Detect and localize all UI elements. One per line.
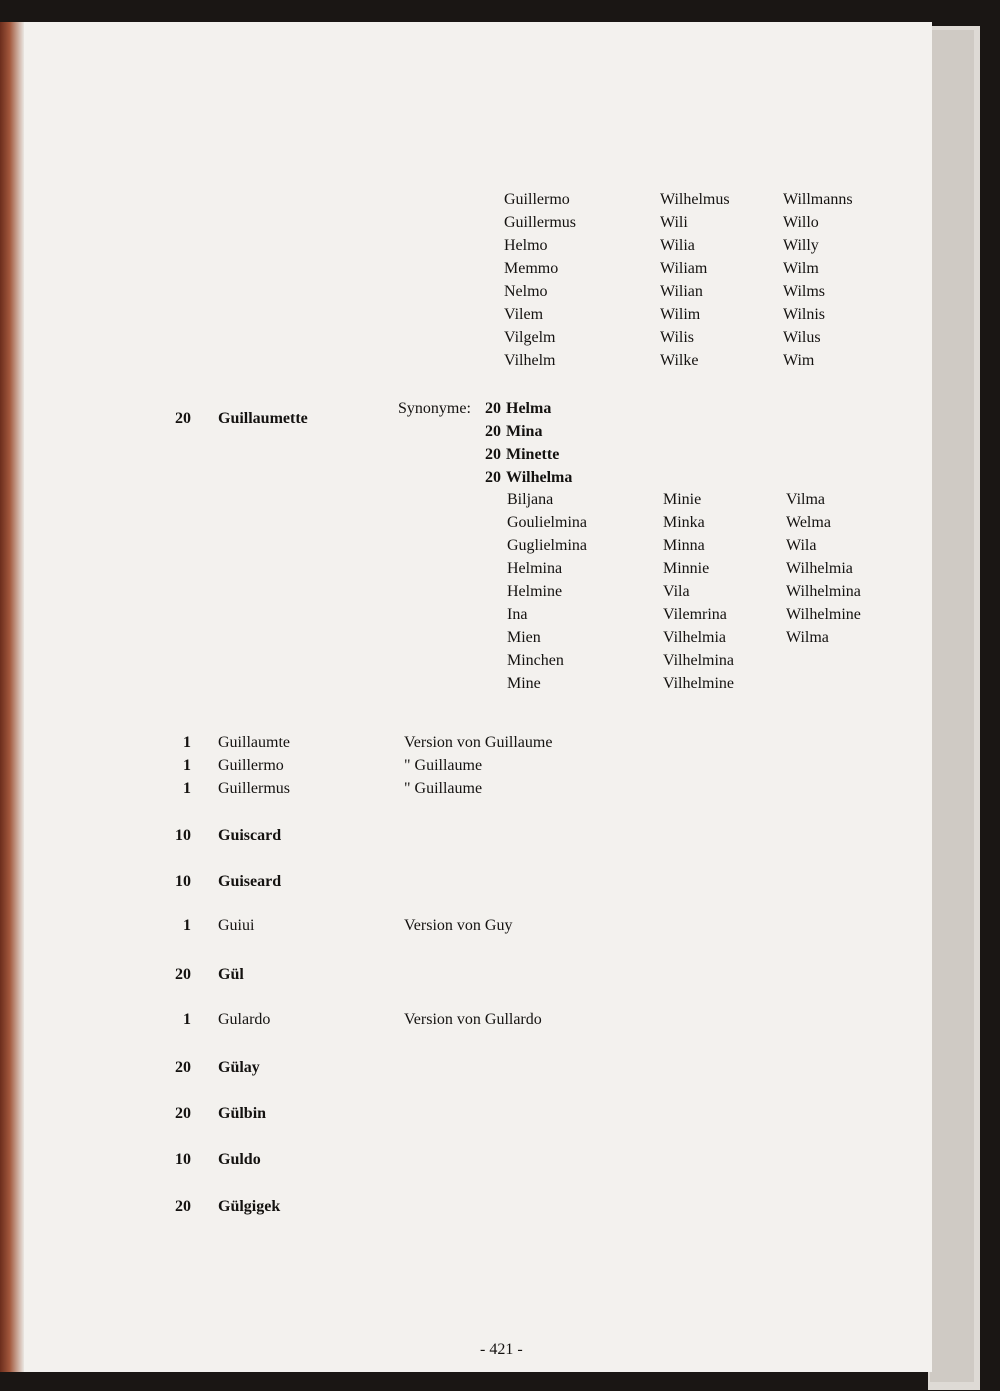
variant-name: Vilhelmine [663,675,735,692]
entry-name: Gülay [218,1059,260,1076]
variant-name: Helmina [507,560,563,577]
variant-name: Vilhelmina [663,652,735,669]
entry-note: Version von Guy [404,917,513,934]
variant-name: Vilemrina [663,606,727,623]
variant-name: Biljana [507,491,554,508]
page-number: - 421 - [480,1341,523,1358]
variant-name: Wila [786,537,817,554]
variant-name: Wilim [660,306,701,323]
entry-count: 20 [175,966,191,983]
variant-name: Vilhelm [504,352,556,369]
entry-count: 1 [183,1011,191,1028]
entry-name: Gulardo [218,1011,271,1028]
variant-name: Guglielmina [507,537,587,554]
entry-count: 10 [175,873,191,890]
entry-note: " Guillaume [404,757,483,774]
synonym-name: Helma [506,400,552,417]
entry-count: 20 [175,410,191,427]
variant-name: Willo [783,214,819,231]
variant-name: Wilis [660,329,695,346]
entry-name: Guldo [218,1151,261,1168]
variant-name: Wiliam [660,260,708,277]
entry-count: 10 [175,1151,191,1168]
variant-name: Vila [663,583,690,600]
entry-name: Guillaumette [218,410,308,427]
variant-name: Ina [507,606,528,623]
entry-name: Guillermo [218,757,284,774]
variant-name: Vilem [504,306,544,323]
variant-name: Mien [507,629,541,646]
variant-name: Wilms [783,283,826,300]
entry-count: 1 [183,917,191,934]
entry-name: Guillaumte [218,734,290,751]
variant-name: Goulielmina [507,514,587,531]
synonym-name: Wilhelma [506,469,573,486]
variant-name: Mine [507,675,541,692]
entry-name: Guiui [218,917,255,934]
variant-name: Wilia [660,237,695,254]
variant-name: Willy [783,237,819,254]
entry-name: Gül [218,966,244,983]
entry-count: 20 [175,1059,191,1076]
variant-name: Welma [786,514,831,531]
entry-note: Version von Gullardo [404,1011,542,1028]
variant-name: Helmine [507,583,563,600]
variant-name: Minka [663,514,705,531]
variant-name: Wim [783,352,815,369]
entry-count: 20 [175,1198,191,1215]
variant-name: Vilhelmia [663,629,727,646]
variant-name: Wilhelmia [786,560,853,577]
synonym-count: 20 [485,446,501,463]
entry-count: 1 [183,734,191,751]
synonym-name: Minette [506,446,560,463]
variant-name: Helmo [504,237,548,254]
synonym-count: 20 [485,469,501,486]
variant-name: Wilma [786,629,829,646]
variant-name: Vilma [786,491,826,508]
variant-name: Minna [663,537,705,554]
book-spine [0,22,24,1372]
variant-name: Wilian [660,283,703,300]
variant-name: Wilhelmus [660,191,730,208]
variant-name: Wilnis [783,306,826,323]
entry-name: Gülgigek [218,1198,281,1215]
variant-name: Wilhelmine [786,606,861,623]
variant-name: Wili [660,214,688,231]
entry-name: Gülbin [218,1105,267,1122]
synonym-count: 20 [485,423,501,440]
entry-count: 20 [175,1105,191,1122]
entry-note: Version von Guillaume [404,734,553,751]
entry-name: Guiscard [218,827,282,844]
variant-name: Minnie [663,560,710,577]
synonym-count: 20 [485,400,501,417]
entry-count: 1 [183,780,191,797]
variant-name: Minchen [507,652,564,669]
variant-name: Wilke [660,352,699,369]
synonyms-label: Synonyme: [398,400,471,417]
variant-name: Nelmo [504,283,548,300]
variant-name: Willmanns [783,191,853,208]
variant-name: Wilus [783,329,821,346]
entry-name: Guiseard [218,873,282,890]
entry-count: 1 [183,757,191,774]
synonym-name: Mina [506,423,543,440]
variant-name: Minie [663,491,702,508]
variant-name: Guillermo [504,191,570,208]
entry-name: Guillermus [218,780,290,797]
entry-count: 10 [175,827,191,844]
variant-name: Guillermus [504,214,576,231]
entry-note: " Guillaume [404,780,483,797]
variant-name: Wilhelmina [786,583,861,600]
variant-name: Vilgelm [504,329,556,346]
variant-name: Wilm [783,260,819,277]
variant-name: Memmo [504,260,559,277]
page-stack-edge [930,30,974,1382]
